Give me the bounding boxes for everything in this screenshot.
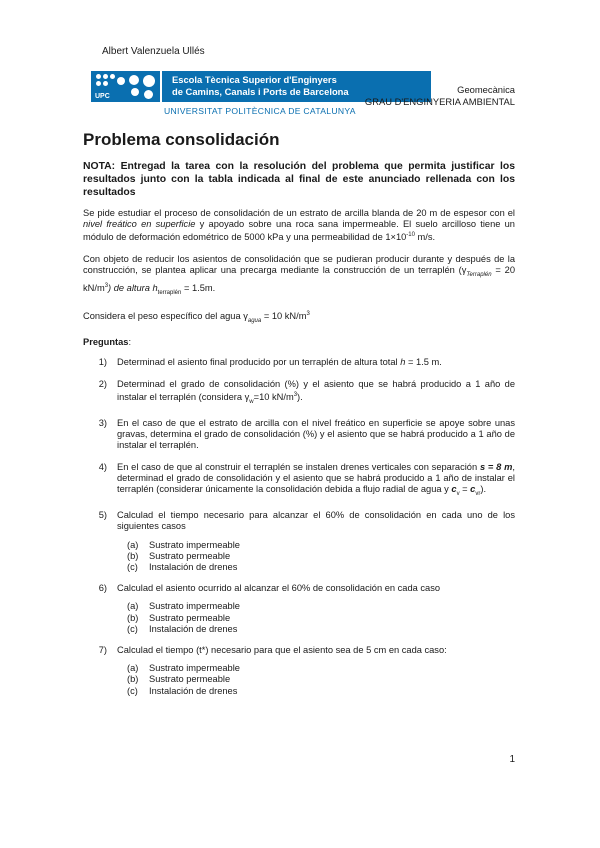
question-2 [83,379,515,408]
question-number: 7) [98,644,107,655]
upc-mark-label: UPC [95,93,110,100]
question-text: En el caso de que al construir el terraplén se instalen drenes verticales con separación s = 8 m, determinad el grado de consolidación y el asiento que se habrá producido a 1 año de instalar el terraplén (considerar únicamente la consolidación debida a flujo radial de agua y $c_v = c_{vr}$). [117,461,515,497]
question-number: 3) [98,418,107,429]
list-item: (c) Instalación de drenes [127,623,238,634]
list-item: (c) Instalación de drenes [127,561,238,572]
list-item: (c) Instalación de drenes [127,685,238,696]
question-number: 6) [98,583,107,594]
list-item: (b) Sustrato permeable [127,674,231,685]
degree-name: GRAU D'ENGINYERIA AMBIENTAL [364,96,515,107]
list-item: (a) Sustrato impermeable [127,663,240,674]
university-name: UNIVERSITAT POLITÈCNICA DE CATALUNYA [164,106,356,116]
list-item: (a) Sustrato impermeable [127,539,240,550]
question-5 [83,510,515,573]
list-item: (a) Sustrato impermeable [127,601,240,612]
subject-name: Geomecànica [457,84,515,95]
question-4 [83,462,515,500]
list-item: (b) Sustrato permeable [127,550,231,561]
questions-heading: Preguntas: [83,337,132,348]
intro-paragraph-3: Considera el peso específico del agua $\gamma_{agua} = 10$ $kN/m^3$ [83,311,310,325]
school-name-line2: de Camins, Canals i Ports de Barcelona [172,86,349,97]
question-text: Determinad el grado de consolidación (%) y el asiento que se habrá producido a 1 año de instalar el terraplén (considera $\gamma_w=10$ $kN/m^3$). [117,378,515,405]
document-body [83,160,515,707]
question-number: 2) [98,378,107,389]
question-text: Calculad el asiento ocurrido al alcanzar el 60% de consolidación en cada caso (a) Sustrato impermeable (b) Sustrato permeable (c) Instalación de drenes [117,583,515,635]
sub-item-list [117,663,515,697]
intro-paragraph-1: Se pide estudiar el proceso de consolidación de un estrato de arcilla blanda de 20 m de espesor con el nivel freático en superficie y apoyado sobre una roca sana impermeable. El suelo arcilloso tiene un módulo de deformación edométrico de 5000 kPa y una permeabilidad de $1\times 10^{-10}$ m/s. [83,208,515,243]
intro-paragraph-2: Con objeto de reducir los asientos de consolidación que se pudieran producir durante y después de la construcción, se plantea aplicar una precarga mediante la construcción de un terraplén ($\gamma_{Terraplén} = 20$ $kN/m^3$) de altura $h_{terraplén} = 1.5m$. [83,253,515,296]
question-number: 1) [98,357,107,368]
page-title: Problema consolidación [83,130,280,149]
question-number: 4) [98,461,107,472]
question-text: Determinad el asiento final producido por un terraplén de altura total h = 1.5 m. [117,357,442,368]
question-number: 5) [98,510,107,521]
sub-item-list [117,601,515,635]
question-1 [83,357,515,368]
question-text: En el caso de que el estrato de arcilla con el nivel freático en superficie se apoye sobre unas gravas, determina el grado de consolidación (%) y el asiento que se habrá producido a 1 año de instalar el terraplén. [117,418,515,451]
page-number: 1 [509,754,515,765]
upc-mark-icon [91,71,160,102]
nota-paragraph: NOTA: Entregad la tarea con la resolución del problema que permita justificar los resultados junto con la tabla indicada al final de este anunciado rellenada con los resultados [83,161,515,198]
school-name-line1: Escola Tècnica Superior d'Enginyers [172,74,337,85]
course-info [365,84,515,108]
sub-item-list [117,540,515,574]
author-name: Albert Valenzuela Ullés [102,46,205,57]
question-3 [83,418,515,452]
question-text: Calculad el tiempo (t*) necesario para que el asiento sea de 5 cm en cada caso: (a) Sustrato impermeable (b) Sustrato permeable (c) Instalación de drenes [117,645,515,697]
question-6 [83,583,515,635]
question-7 [83,645,515,697]
question-text: Calculad el tiempo necesario para alcanzar el 60% de consolidación en cada uno de los siguientes casos (a) Sustrato impermeable (b) Sustrato permeable (c) Instalación de drenes [117,510,515,572]
list-item: (b) Sustrato permeable [127,612,231,623]
